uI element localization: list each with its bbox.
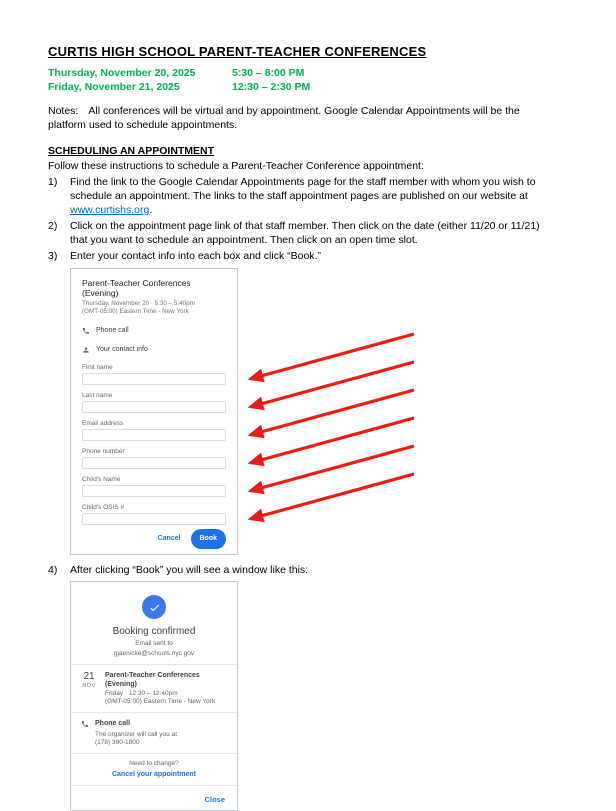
contact-fields: [82, 364, 226, 525]
close-button[interactable]: Close: [204, 795, 225, 804]
step-text-segment: Find the link to the Google Calendar Appointments page for the staff member with whom you wish to schedule an appointment. The links to the staff appointment pages are published on our website at: [70, 176, 536, 202]
field-label: Child's OSIS #: [82, 504, 125, 511]
event-summary: [81, 671, 227, 706]
email-address-input[interactable]: [82, 429, 226, 441]
confirmation-screenshot: [70, 581, 238, 811]
conference-schedule: [48, 66, 576, 94]
red-arrow-5: [250, 446, 414, 491]
field-label: Phone number: [82, 448, 125, 455]
instruction-steps: [48, 175, 576, 811]
schedule-time: 12:30 – 2:30 PM: [232, 81, 311, 93]
schedule-row: [48, 66, 576, 80]
event-title: Parent-Teacher Conferences (Evening): [105, 672, 200, 688]
step-2: [48, 219, 576, 247]
appointment-timezone: (GMT-05:00) Eastern Time - New York: [82, 308, 189, 315]
form-field: [82, 420, 226, 441]
step-number: 2): [48, 220, 58, 232]
step-number: 4): [48, 564, 58, 576]
doc-title: CURTIS HIGH SCHOOL PARENT-TEACHER CONFERENCES: [48, 44, 427, 59]
confirmed-check-icon: [142, 595, 166, 619]
schedule-day: Friday, November 21, 2025: [48, 81, 180, 93]
field-label: First name: [82, 364, 113, 371]
phone-section: [81, 719, 227, 747]
curtishs-website-link[interactable]: www.curtishs.org: [70, 204, 150, 216]
field-label: Email address: [82, 420, 124, 427]
contact-icon: [82, 346, 90, 354]
form-footer: [82, 532, 226, 546]
form-field: [82, 448, 226, 469]
phone-call-label: Phone call: [95, 720, 131, 727]
appointment-datetime: Thursday, November 20 · 5:30 – 5:40pm: [82, 300, 195, 307]
event-month: NOV: [82, 683, 96, 689]
step-3: [48, 249, 576, 561]
schedule-time: 5:30 – 8:00 PM: [232, 67, 305, 79]
step-number: 3): [48, 250, 58, 262]
event-date-block: [81, 671, 97, 706]
event-details: [105, 671, 227, 706]
change-section: [81, 760, 227, 779]
contact-info-heading: Your contact info: [96, 346, 148, 353]
first-name-input[interactable]: [82, 373, 226, 385]
step-text: Enter your contact info into each box and click “Book.”: [70, 250, 321, 262]
red-arrow-6: [250, 474, 414, 519]
phone-number: (178) 390-1800: [95, 739, 140, 746]
email-sent-label: Email sent to: [135, 640, 173, 647]
event-time: Friday · 12:30 – 12:40pm: [105, 690, 178, 697]
step-1: [48, 175, 576, 217]
phone-icon: [82, 327, 90, 335]
section-heading: SCHEDULING AN APPOINTMENT: [48, 145, 215, 157]
step-4: [48, 563, 576, 811]
step-text: Click on the appointment page link of that staff member. Then click on the date (either 11/20 or 11/21) that you want to schedule an appointment. Then click on an open time slot.: [70, 220, 540, 246]
booking-confirmed-title: Booking confirmed: [112, 626, 196, 637]
phone-call-row: [82, 325, 226, 337]
booking-form-screenshot: [70, 268, 238, 555]
divider: [71, 664, 237, 665]
phone-number-input[interactable]: [82, 457, 226, 469]
childs-name-input[interactable]: [82, 485, 226, 497]
red-arrow-2: [250, 362, 414, 407]
form-field: [82, 364, 226, 385]
notes-text: All conferences will be virtual and by appointment. Google Calendar Appointments will be the platform used to schedule appointments.: [48, 105, 520, 131]
form-field: [82, 504, 226, 525]
book-button[interactable]: Book: [191, 529, 227, 549]
red-arrow-1: [250, 334, 414, 379]
cancel-button[interactable]: Cancel: [157, 535, 181, 542]
red-arrow-4: [250, 418, 414, 463]
appointment-meta: [82, 300, 226, 316]
appointment-title: Parent-Teacher Conferences (Evening): [82, 278, 191, 298]
need-to-change-label: Need to change?: [129, 760, 179, 767]
schedule-day: Thursday, November 20, 2025: [48, 67, 196, 79]
notes-paragraph: [48, 104, 560, 132]
step-text: After clicking “Book” you will see a window like this:: [70, 564, 309, 576]
confirmation-email: gjaenicke@schools.nyc.gov: [113, 650, 195, 657]
schedule-row: [48, 80, 576, 94]
divider: [71, 785, 237, 786]
step-number: 1): [48, 176, 58, 188]
booking-form-figure: [70, 268, 422, 555]
field-label: Child's Name: [82, 476, 121, 483]
phone-note: The organizer will call you at: [95, 731, 178, 738]
field-label: Last name: [82, 392, 113, 399]
event-timezone: (GMT-05:00) Eastern Time - New York: [105, 698, 216, 705]
divider: [71, 712, 237, 713]
form-field: [82, 392, 226, 413]
form-field: [82, 476, 226, 497]
contact-info-row: [82, 344, 226, 356]
red-arrow-3: [250, 390, 414, 435]
phone-call-label: Phone call: [96, 327, 129, 334]
cancel-appointment-link[interactable]: Cancel your appointment: [111, 771, 196, 778]
last-name-input[interactable]: [82, 401, 226, 413]
step-text: [70, 175, 556, 217]
phone-icon: [81, 720, 89, 728]
divider: [71, 753, 237, 754]
intro-line: Follow these instructions to schedule a Parent-Teacher Conference appointment:: [48, 160, 424, 172]
event-day: 21: [83, 671, 95, 682]
step-text-segment: .: [149, 204, 153, 216]
notes-label: Notes:: [48, 105, 79, 117]
childs-osis-input[interactable]: [82, 513, 226, 525]
